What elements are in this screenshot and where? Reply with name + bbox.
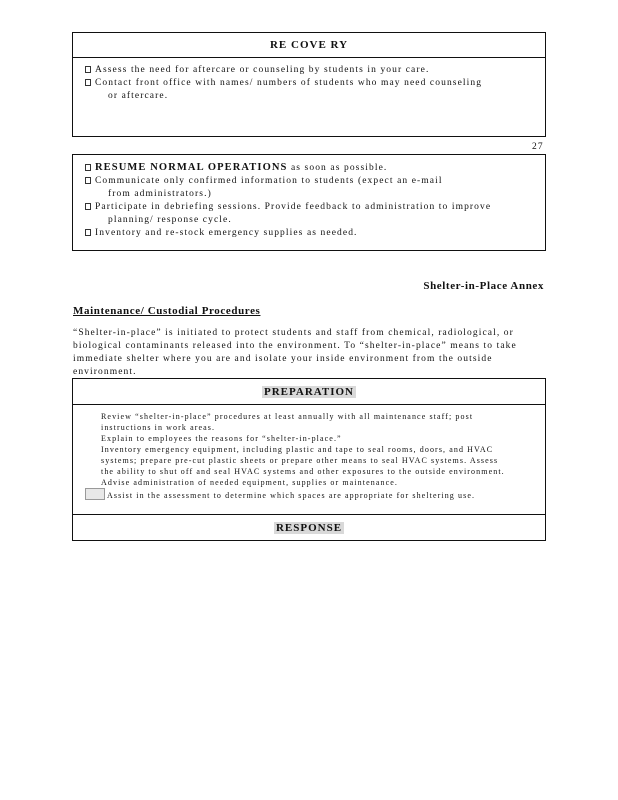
resume-item: Communicate only confirmed information to students (expect an e-mail: [85, 175, 545, 188]
intro-line: “Shelter-in-place” is initiated to protect students and staff from chemical, radiological, or: [73, 328, 514, 338]
recovery-item-continuation: or aftercare.: [108, 91, 169, 101]
section-title: Maintenance/ Custodial Procedures: [73, 305, 261, 317]
intro-paragraph: [73, 327, 517, 379]
resume-item: RESUME NORMAL OPERATIONS as soon as possible.: [85, 161, 545, 175]
checkbox-icon: [85, 229, 91, 236]
response-title: RESPONSE: [275, 522, 343, 534]
response-header-box: [72, 514, 546, 541]
checkbox-icon: [85, 164, 91, 171]
preparation-line-last: Assist in the assessment to determine which spaces are appropriate for sheltering use.: [73, 488, 545, 503]
intro-line: environment.: [73, 367, 137, 377]
preparation-line: Explain to employees the reasons for “shelter-in-place.”: [101, 434, 342, 443]
checkbox-icon: [85, 488, 105, 500]
recovery-title: RE COVE RY: [269, 39, 349, 51]
recovery-body-box: [72, 57, 546, 137]
annex-title: Shelter-in-Place Annex: [423, 280, 544, 292]
preparation-line: Review “shelter-in-place” procedures at least annually with all maintenance staff; post: [101, 412, 474, 421]
checkbox-icon: [85, 177, 91, 184]
recovery-item: Assess the need for aftercare or counseling by students in your care.: [85, 64, 545, 77]
preparation-line: Advise administration of needed equipment, supplies or maintenance.: [101, 478, 398, 487]
preparation-line: the ability to shut off and seal HVAC systems and other exposures to the outside environment.: [101, 467, 505, 476]
intro-line: biological contaminants released into the environment. To “shelter-in-place” means to take: [73, 341, 517, 351]
recovery-header-box: [72, 32, 546, 58]
preparation-body-box: [72, 404, 546, 515]
resume-item-continuation: from administrators.): [108, 189, 212, 199]
recovery-item: Contact front office with names/ numbers of students who may need counseling: [85, 77, 545, 90]
resume-item: Participate in debriefing sessions. Provide feedback to administration to improve: [85, 201, 545, 214]
preparation-title: PREPARATION: [263, 386, 355, 398]
page-number: 27: [532, 142, 544, 152]
preparation-line: systems; prepare pre-cut plastic sheets or prepare other means to seal HVAC systems. Assess: [101, 456, 499, 465]
intro-line: immediate shelter where you are and isolate your inside environment from the outside: [73, 354, 493, 364]
resume-item-continuation: planning/ response cycle.: [108, 215, 232, 225]
preparation-line: Inventory emergency equipment, including plastic and tape to seal rooms, doors, and HVAC: [101, 445, 494, 454]
checkbox-icon: [85, 79, 91, 86]
preparation-line: instructions in work areas.: [101, 423, 216, 432]
resume-item: Inventory and re-stock emergency supplies as needed.: [85, 227, 545, 240]
preparation-header-box: [72, 378, 546, 405]
checkbox-icon: [85, 66, 91, 73]
resume-box: [72, 154, 546, 251]
checkbox-icon: [85, 203, 91, 210]
